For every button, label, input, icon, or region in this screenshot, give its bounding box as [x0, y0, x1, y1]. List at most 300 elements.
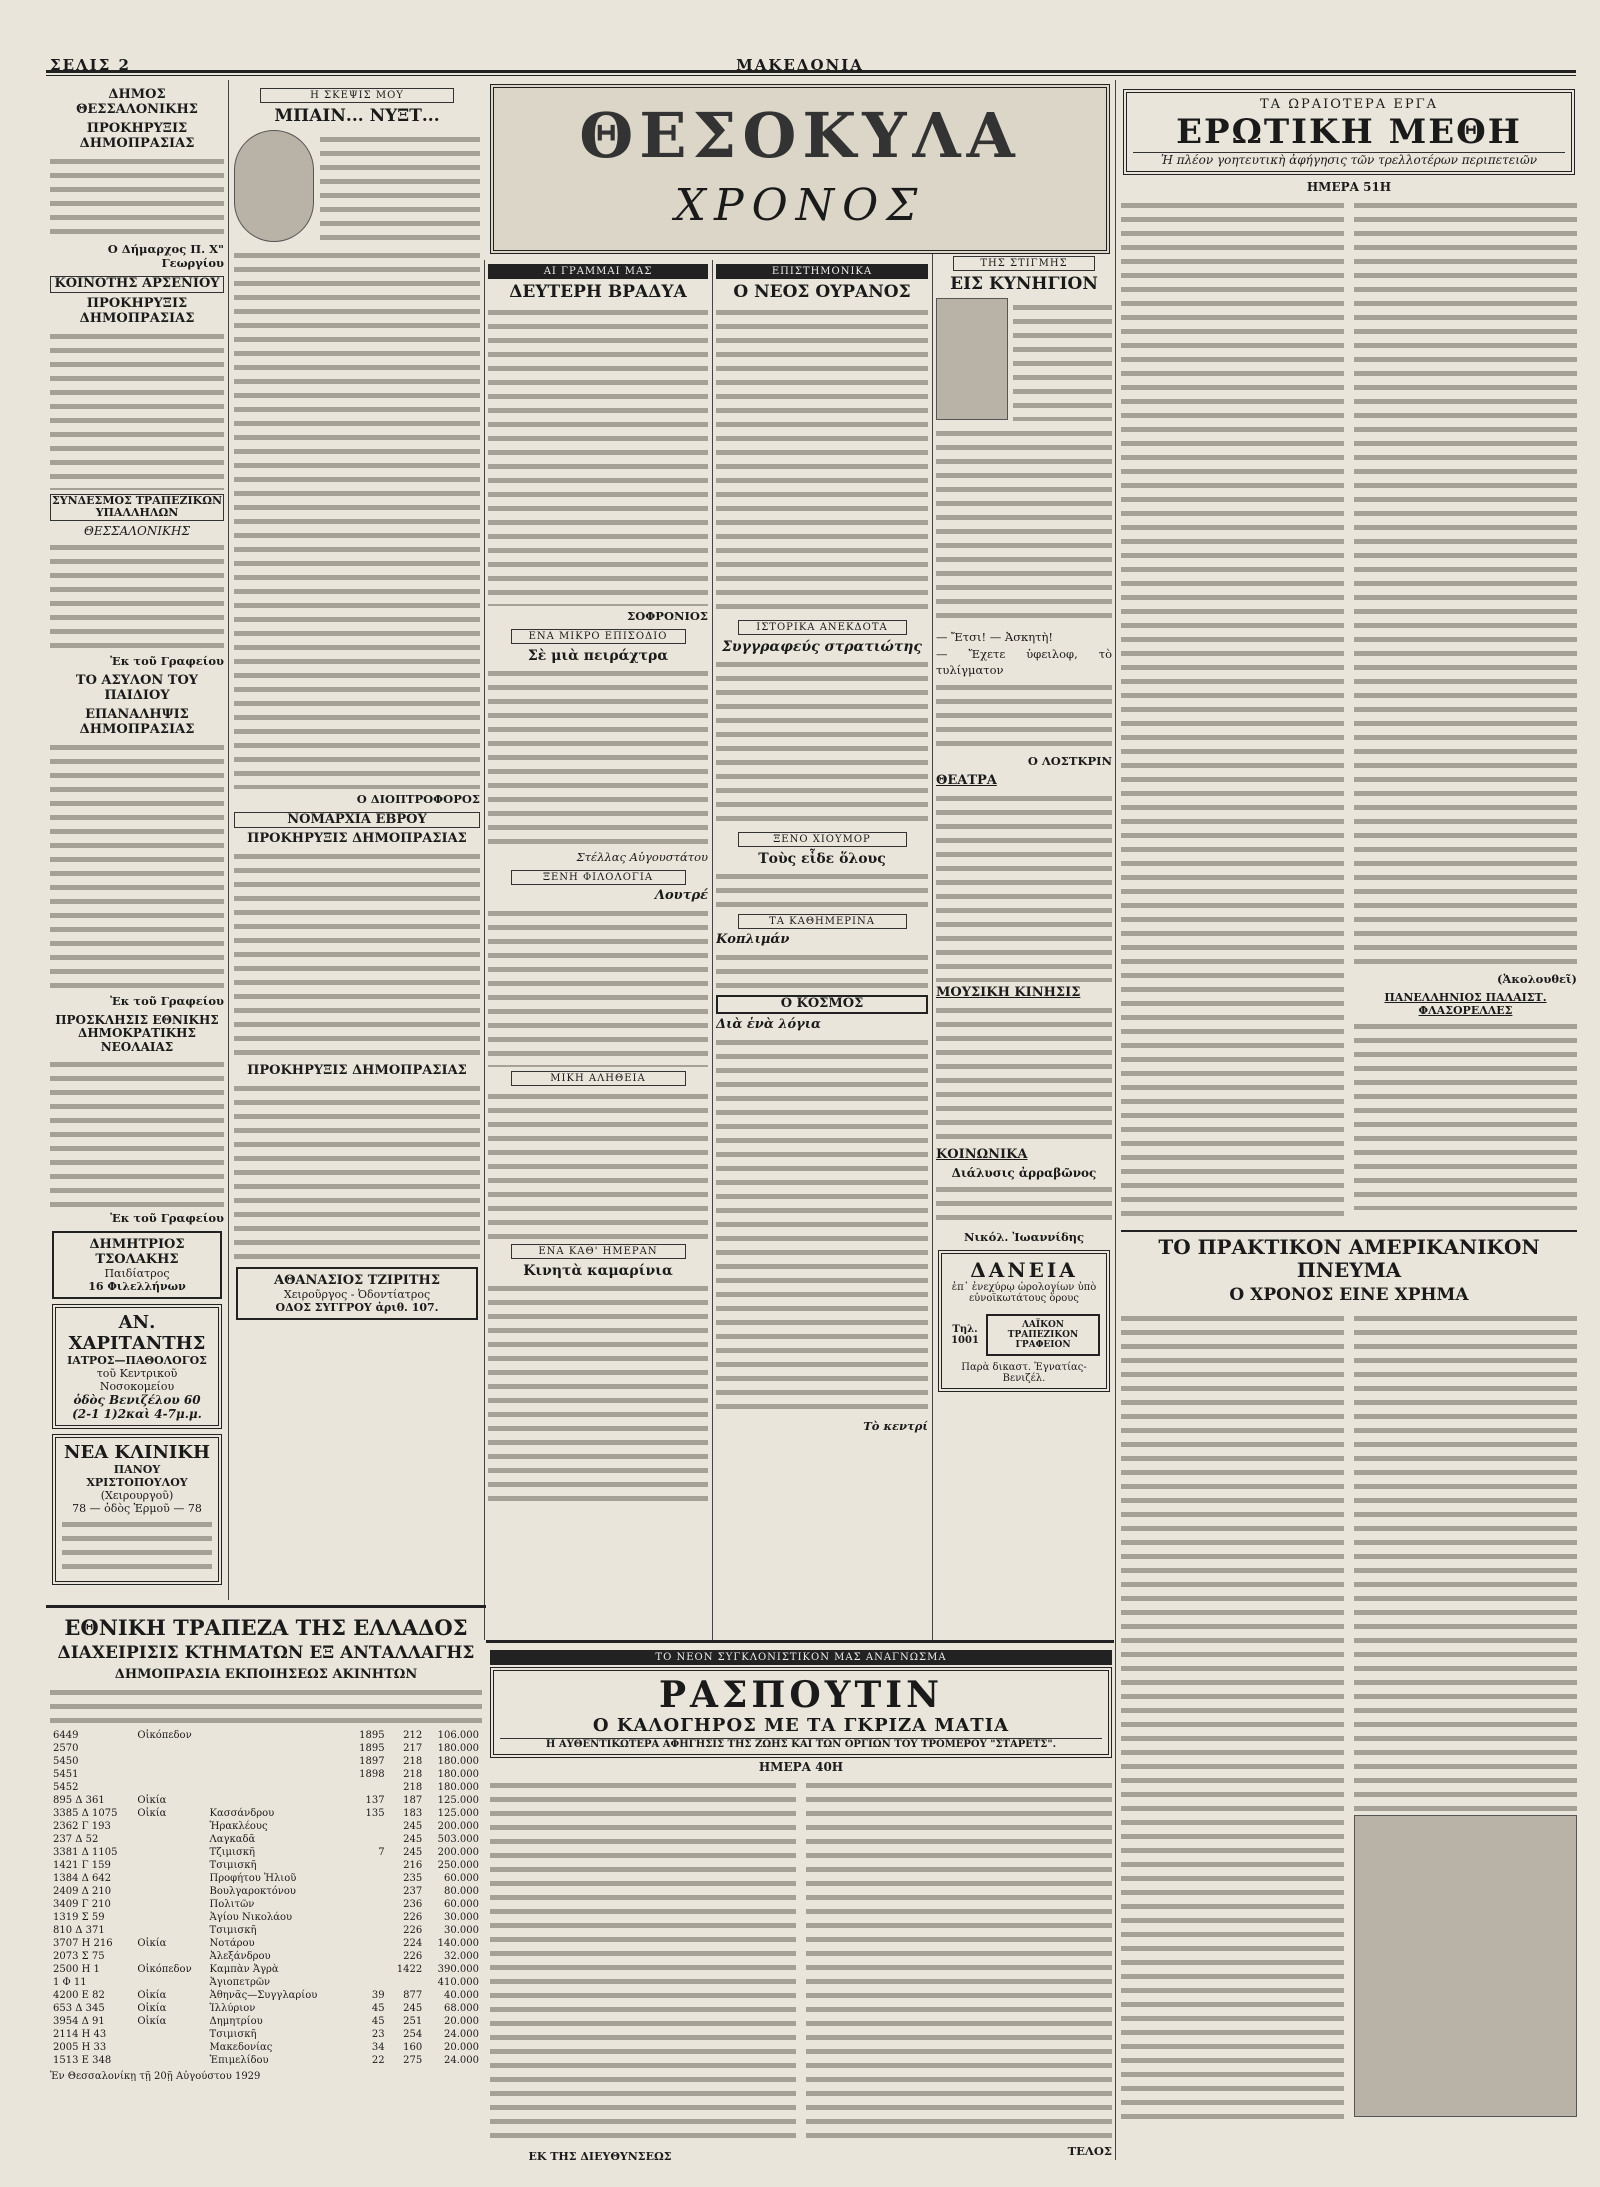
table-cell: 3381 Δ 1105: [53, 1846, 118, 1858]
article-text: [936, 681, 1112, 751]
headline: ΔΗΜΟΠΡΑΣΙΑ ΕΚΠΟΙΗΣΕΩΣ ΑΚΙΝΗΤΩΝ: [114, 1666, 418, 1682]
headline: ΣΥΝΔΕΣΜΟΣ ΤΡΑΠΕΖΙΚΩΝ ΥΠΑΛΛΗΛΩΝ: [51, 493, 223, 520]
table-cell: Πολιτῶν: [209, 1898, 255, 1910]
table-row: [50, 1989, 482, 2002]
table-row: [50, 1963, 482, 1976]
section-tag: ΕΝΑ ΜΙΚΡΟ ΕΠΙΣΟΔΙΟ: [511, 629, 686, 644]
column-5: [936, 252, 1112, 1638]
serial-header: [1123, 89, 1575, 175]
table-cell: [350, 1885, 388, 1898]
table-cell: Προφήτου Ἠλιοῦ: [209, 1872, 297, 1884]
table-cell: [134, 1976, 206, 1989]
table-row: [50, 2054, 482, 2067]
table-cell: Οἰκία: [137, 1807, 167, 1819]
ad-line: ΛΑΪΚΟΝ ΤΡΑΠΕΖΙΚΟΝ ΓΡΑΦΕΙΟΝ: [986, 1314, 1100, 1356]
headline: ΚΟΙΝΩΝΙΚΑ: [936, 1146, 1028, 1162]
table-cell: 160: [403, 2041, 423, 2053]
table-cell: [350, 1924, 388, 1937]
table-cell: Τσιμισκῆ: [209, 1924, 257, 1936]
table-cell: [343, 1846, 350, 1859]
headline: ΔΙΑΧΕΙΡΙΣΙΣ ΚΤΗΜΑΤΩΝ ΕΞ ΑΝΤΑΛΛΑΓΗΣ: [57, 1643, 475, 1664]
table-cell: 125.000: [437, 1794, 479, 1806]
table-cell: 34: [371, 2041, 385, 2053]
article-text: [1354, 199, 1577, 969]
column-divider: [228, 80, 229, 1600]
serial-day: ΗΜΕΡΑ 40Η: [758, 1760, 844, 1774]
section-tag: ΕΝΑ ΚΑΘ' ΗΜΕΡΑΝ: [511, 1244, 686, 1259]
ad-charitantis: [52, 1304, 222, 1429]
table-cell: 810 Δ 371: [53, 1924, 105, 1936]
article-text: [1121, 199, 1344, 1219]
table-row: [50, 1898, 482, 1911]
table-cell: [207, 1742, 343, 1755]
article-text: [716, 951, 928, 991]
table-cell: 877: [403, 1989, 423, 2001]
section-tag: ΤΗΣ ΣΤΙΓΜΗΣ: [953, 256, 1095, 271]
ad-name: ΝΕΑ ΚΛΙΝΙΚΗ: [64, 1441, 210, 1463]
article-text: [50, 741, 224, 991]
table-cell: 39: [371, 1989, 385, 2001]
table-cell: [343, 1976, 350, 1989]
article-text: [1013, 301, 1112, 421]
signature: ΣΟΦΡΟΝΙΟΣ: [627, 608, 708, 623]
headline: Συγγραφεύς στρατιώτης: [722, 638, 922, 655]
headline: Σὲ μιὰ πειράχτρα: [527, 647, 669, 664]
article-text: [716, 870, 928, 910]
table-cell: 1384 Δ 642: [53, 1872, 112, 1884]
table-cell: [134, 2041, 206, 2054]
table-cell: 140.000: [437, 1937, 479, 1949]
headline: ΔΕΥΤΕΡΗ ΒΡΑΔΥΑ: [509, 282, 687, 302]
table-cell: [350, 1976, 388, 1989]
column-1: [50, 84, 224, 1604]
column-divider: [932, 250, 933, 1640]
article-text: [936, 792, 1112, 982]
table-row: [50, 1924, 482, 1937]
ad-line: ΠΑΝΟΥ ΧΡΙΣΤΟΠΟΥΛΟΥ: [86, 1462, 188, 1489]
headline-sub: Διάλυσις ἀρραβῶνος: [951, 1165, 1097, 1180]
table-cell: 5450: [53, 1755, 79, 1767]
table-cell: [134, 1781, 206, 1794]
table-cell: 200.000: [437, 1820, 479, 1832]
table-cell: 251: [403, 2015, 423, 2027]
table-row: [50, 1911, 482, 1924]
table-cell: 245: [403, 1833, 423, 1845]
signature: Ο ΔΙΟΠΤΡΟΦΟΡΟΣ: [356, 791, 480, 806]
header-rule: [46, 70, 1576, 76]
table-cell: 1897: [359, 1755, 385, 1767]
table-cell: 180.000: [437, 1742, 479, 1754]
table-cell: 6449: [53, 1729, 79, 1741]
article-text: [234, 1082, 480, 1262]
table-row: [50, 1742, 482, 1755]
headline: ΕΘΝΙΚΗ ΤΡΑΠΕΖΑ ΤΗΣ ΕΛΛΑΔΟΣ: [64, 1615, 468, 1640]
article-text: [936, 1183, 1112, 1227]
table-cell: Ἡρακλέους: [209, 1820, 268, 1832]
table-cell: 226: [403, 1911, 423, 1923]
headline: ΠΡΟΚΗΡΥΞΙΣ ΔΗΜΟΠΡΑΣΙΑΣ: [79, 120, 195, 151]
table-cell: [343, 1742, 350, 1755]
table-cell: [207, 1768, 343, 1781]
article-text: [1121, 1312, 1344, 2122]
table-cell: [350, 1820, 388, 1833]
table-cell: 245: [403, 1820, 423, 1832]
ad-line: ΙΑΤΡΟΣ—ΠΑΘΟΛΟΓΟΣ: [67, 1353, 207, 1367]
table-cell: 40.000: [444, 1989, 479, 2001]
section-tag: ΕΠΙΣΤΗΜΟΝΙΚΑ: [716, 264, 928, 279]
table-cell: 24.000: [444, 2028, 479, 2040]
table-row: [50, 1950, 482, 1963]
section-rule: [486, 1640, 1114, 1643]
headline-sub: Η ΑΥΘΕΝΤΙΚΩΤΕΡΑ ΑΦΗΓΗΣΙΣ ΤΗΣ ΖΩΗΣ ΚΑΙ ΤΩΝ ΟΡΓΙΩΝ ΤΟΥ ΤΡΟΜΕΡΟΥ "ΣΤΑΡΕΤΣ".: [500, 1738, 1102, 1750]
table-cell: Τσιμισκῆ: [209, 2028, 257, 2040]
table-cell: Οἰκία: [137, 1794, 167, 1806]
headline: ΠΡΟΚΗΡΥΞΙΣ ΔΗΜΟΠΡΑΣΙΑΣ: [247, 1063, 467, 1079]
table-cell: 1422: [396, 1963, 423, 1975]
table-cell: Οἰκόπεδον: [137, 1963, 192, 1975]
table-cell: [207, 1794, 343, 1807]
table-cell: [343, 1859, 350, 1872]
table-cell: [388, 1976, 426, 1989]
table-cell: 180.000: [437, 1755, 479, 1767]
article-text: [50, 155, 224, 239]
rasputin-serial: [490, 1648, 1112, 2158]
table-cell: 2362 Γ 193: [53, 1820, 111, 1832]
article-text: [50, 541, 224, 651]
headline-sub: Ο ΚΑΛΟΓΗΡΟΣ ΜΕ ΤΑ ΓΚΡΙΖΑ ΜΑΤΙΑ: [592, 1715, 1010, 1736]
article-text: [1354, 1020, 1577, 1210]
table-cell: 218: [403, 1781, 423, 1793]
ad-tziritis: [236, 1267, 478, 1320]
table-cell: [134, 1742, 206, 1755]
newspaper-name: ΜΑΚΕΔΟΝΙΑ: [736, 56, 864, 74]
cartoon-image: [936, 298, 1008, 420]
ad-name: ΑΝ. ΧΑΡΙΤΑΝΤΗΣ: [68, 1311, 206, 1354]
table-cell: 1898: [359, 1768, 385, 1780]
table-row: [50, 2028, 482, 2041]
table-cell: 135: [365, 1807, 385, 1819]
table-cell: Ἁγίου Νικολάου: [209, 1911, 293, 1923]
signature: ΤΕΛΟΣ: [1067, 2144, 1112, 2158]
article-text: [50, 330, 224, 490]
table-cell: [343, 2054, 350, 2067]
table-cell: Βουλγαροκτόνου: [209, 1885, 296, 1897]
table-cell: [207, 1781, 343, 1794]
table-cell: Ἁγιοπετρῶν: [209, 1976, 271, 1988]
table-cell: 1513 Ε 348: [53, 2054, 112, 2066]
table-cell: [343, 1781, 350, 1794]
table-cell: [343, 2002, 350, 2015]
table-cell: [207, 1755, 343, 1768]
banner-title: ΘΕΣΟΚΥΛΑ: [579, 99, 1021, 172]
section-tag: ΞΕΝΗ ΦΙΛΟΛΟΓΙΑ: [511, 870, 686, 885]
table-row: [50, 2002, 482, 2015]
headline: ΠΡΟΚΗΡΥΞΙΣ ΔΗΜΟΠΡΑΣΙΑΣ: [247, 831, 467, 847]
table-cell: [343, 1963, 350, 1976]
table-cell: [134, 1924, 206, 1937]
ad-nea-kliniki: [52, 1434, 222, 1585]
table-cell: Οἰκία: [137, 1937, 167, 1949]
article-text: [806, 1779, 1112, 2139]
table-cell: [350, 1859, 388, 1872]
signature: Νικόλ. Ἰωαννίδης: [963, 1229, 1085, 1244]
table-row: [50, 1872, 482, 1885]
headline: ΠΑΝΕΛΛΗΝΙΟΣ ΠΑΛΑΙΣΤ. ΦΛΑΣΟΡΕΛΛΕΣ: [1384, 991, 1547, 1017]
article-text: [320, 133, 480, 243]
table-cell: Ἱλλύριον: [209, 2002, 256, 2014]
article-text: [716, 658, 928, 828]
table-cell: 60.000: [444, 1898, 479, 1910]
table-cell: 7: [378, 1846, 385, 1858]
table-cell: [343, 1872, 350, 1885]
table-row: [50, 1794, 482, 1807]
signature: Ἐκ τοῦ Γραφείου: [110, 653, 224, 668]
ad-daneia: [938, 1250, 1110, 1392]
table-cell: Κασσάνδρου: [209, 1807, 275, 1819]
column-4: [716, 262, 928, 1638]
table-cell: 200.000: [437, 1846, 479, 1858]
table-cell: 2409 Δ 210: [53, 1885, 112, 1897]
article-text: [488, 1090, 708, 1240]
table-row: [50, 1729, 482, 1742]
table-cell: 23: [371, 2028, 385, 2040]
table-cell: [350, 1963, 388, 1976]
table-cell: 180.000: [437, 1781, 479, 1793]
section-tag: ΤΟ ΝΕΟΝ ΣΥΓΚΛΟΝΙΣΤΙΚΟΝ ΜΑΣ ΑΝΑΓΝΩΣΜΑ: [490, 1650, 1112, 1665]
table-cell: 275: [403, 2054, 423, 2066]
column-divider: [1115, 80, 1116, 2160]
table-cell: 125.000: [437, 1807, 479, 1819]
table-cell: 218: [403, 1755, 423, 1767]
column-divider: [484, 260, 485, 1640]
signature: Τὸ κεντρί: [863, 1418, 928, 1433]
article-text: [50, 1686, 482, 1726]
signature: ΕΚ ΤΗΣ ΔΙΕΥΘΥΝΣΕΩΣ: [528, 2150, 672, 2163]
headline: ΔΗΜΟΣ ΘΕΣΣΑΛΟΝΙΚΗΣ: [76, 87, 198, 117]
column-2: [234, 84, 480, 1604]
notice-date: Ἐν Θεσσαλονίκῃ τῇ 20ῇ Αὐγούστου 1929: [50, 2070, 261, 2082]
signature: Ο Δήμαρχος Π. Χ" Γεωργίου: [107, 241, 224, 270]
property-table: [50, 1729, 482, 2067]
table-cell: 245: [403, 1846, 423, 1858]
headline: Ο ΝΕΟΣ ΟΥΡΑΝΟΣ: [733, 282, 911, 302]
article-text: [716, 1036, 928, 1416]
headline: ΝΟΜΑΡΧΙΑ ΕΒΡΟΥ: [234, 812, 480, 829]
table-cell: 5452: [53, 1781, 79, 1793]
table-cell: 30.000: [444, 1911, 479, 1923]
headline: Κοπλιμάν: [716, 931, 790, 947]
table-cell: [207, 1729, 343, 1742]
table-cell: [350, 1833, 388, 1846]
headline-sub: Ἡ πλέον γοητευτικὴ ἀφήγησις τῶν τρελλοτέρων περιπετειῶν: [1133, 152, 1565, 167]
article-text: [936, 1004, 1112, 1144]
table-cell: Νοτάρου: [209, 1937, 255, 1949]
headline: ΜΟΥΣΙΚΗ ΚΙΝΗΣΙΣ: [936, 985, 1081, 1001]
table-cell: Ἀλεξάνδρου: [209, 1950, 271, 1962]
table-cell: 3954 Δ 91: [53, 2015, 105, 2027]
ad-line: (2-1 1)2καὶ 4-7μ.μ.: [72, 1406, 202, 1421]
table-cell: 4200 Ε 82: [53, 1989, 105, 2001]
table-cell: [343, 1794, 350, 1807]
headline-sub: ΘΕΣΣΑΛΟΝΙΚΗΣ: [84, 523, 190, 538]
ad-text: [62, 1518, 212, 1574]
table-cell: 68.000: [444, 2002, 479, 2014]
headline: Διὰ ἑνὰ λόγια: [716, 1016, 822, 1032]
table-cell: 216: [403, 1859, 423, 1871]
table-cell: 187: [403, 1794, 423, 1806]
ad-line: τοῦ Κεντρικοῦ Νοσοκομείου: [96, 1366, 178, 1393]
table-cell: Δημητρίου: [209, 2015, 263, 2027]
table-cell: 390.000: [437, 1963, 479, 1975]
table-cell: 224: [403, 1937, 423, 1949]
table-row: [50, 1833, 482, 1846]
table-cell: 2005 Η 33: [53, 2041, 107, 2053]
table-cell: [134, 1859, 206, 1872]
table-cell: 180.000: [437, 1768, 479, 1780]
table-cell: [343, 1755, 350, 1768]
table-cell: 250.000: [437, 1859, 479, 1871]
section-tag: ΜΙΚΗ ΑΛΗΘΕΙΑ: [511, 1071, 686, 1086]
signature: Ἐκ τοῦ Γραφείου: [110, 993, 224, 1008]
ad-phone: Τηλ. 1001: [951, 1323, 979, 1346]
article-text: [1354, 1312, 1577, 1812]
table-cell: [343, 1768, 350, 1781]
table-cell: [350, 1911, 388, 1924]
table-cell: [343, 1989, 350, 2002]
ad-line: Παρὰ δικαστ. Ἐγνατίας-Βενιζέλ.: [961, 1361, 1087, 1384]
table-cell: 1319 Σ 59: [53, 1911, 105, 1923]
table-cell: [134, 1768, 206, 1781]
headline-sub: Ο ΧΡΟΝΟΣ ΕΙΝΕ ΧΡΗΜΑ: [1229, 1285, 1469, 1305]
table-row: [50, 1820, 482, 1833]
ad-name: ΑΘΑΝΑΣΙΟΣ ΤΖΙΡΙΤΗΣ: [273, 1273, 441, 1289]
headline: ΜΠΑΙΝ... ΝΥΞΤ...: [274, 106, 440, 126]
table-cell: Οἰκία: [137, 1989, 167, 2001]
table-cell: [134, 2054, 206, 2067]
headline: ΤΟ ΑΣΥΛΟΝ ΤΟΥ ΠΑΙΔΙΟΥ: [75, 672, 199, 703]
table-cell: [343, 2028, 350, 2041]
table-cell: 3385 Δ 1075: [53, 1807, 118, 1819]
table-cell: 1895: [359, 1742, 385, 1754]
table-cell: Οἰκία: [137, 2002, 167, 2014]
table-cell: 137: [365, 1794, 385, 1806]
table-cell: [350, 1937, 388, 1950]
table-row: [50, 1976, 482, 1989]
table-cell: [134, 1872, 206, 1885]
table-cell: 20.000: [444, 2041, 479, 2053]
table-cell: 24.000: [444, 2054, 479, 2066]
table-cell: [343, 1950, 350, 1963]
table-cell: Ἀθηνᾶς—Συγγλαρίου: [209, 1989, 318, 2001]
headline: ΠΡΟΚΗΡΥΞΙΣ ΔΗΜΟΠΡΑΣΙΑΣ: [79, 295, 195, 326]
headline: ΕΠΑΝΑΛΗΨΙΣ ΔΗΜΟΠΡΑΣΙΑΣ: [79, 706, 195, 737]
headline: ΕΡΩΤΙΚΗ ΜΕΘΗ: [1176, 112, 1522, 152]
table-cell: Οἰκία: [137, 2015, 167, 2027]
table-cell: [343, 1898, 350, 1911]
table-cell: [350, 1872, 388, 1885]
table-cell: [134, 1911, 206, 1924]
table-row: [50, 1781, 482, 1794]
quote-line: — Ἔχετε ὑφειλοφ, τὸ τυλίγματον: [936, 647, 1112, 677]
table-cell: 5451: [53, 1768, 79, 1780]
headline: Ο ΚΟΣΜΟΣ: [716, 995, 928, 1014]
table-cell: 226: [403, 1950, 423, 1962]
table-cell: 3707 Η 216: [53, 1937, 113, 1949]
section-tag: ΙΣΤΟΡΙΚΑ ΑΝΕΚΔΟΤΑ: [738, 620, 907, 635]
table-cell: 45: [371, 2002, 385, 2014]
table-cell: [343, 1833, 350, 1846]
section-tag: ΞΕΝΟ ΧΙΟΥΜΟΡ: [738, 832, 907, 847]
table-cell: 45: [371, 2015, 385, 2027]
serial-header: [490, 1667, 1112, 1758]
table-cell: Λαγκαδᾶ: [209, 1833, 256, 1845]
page-number: ΣΕΛΙΣ 2: [50, 56, 131, 74]
table-cell: 237: [403, 1885, 423, 1897]
quote-line: — Ἔτσι! — Ἀσκητὴ!: [936, 629, 1054, 644]
bank-notice: [50, 1612, 482, 2172]
column-6: [1121, 84, 1577, 2164]
signature: (Ἀκολουθεῖ): [1496, 972, 1577, 986]
section-rule: [46, 1605, 486, 1608]
table-cell: Ἐπιμελίδου: [209, 2054, 269, 2066]
table-cell: 236: [403, 1898, 423, 1910]
table-cell: 1895: [359, 1729, 385, 1741]
article-text: [50, 1058, 224, 1208]
column-3: [488, 262, 708, 1638]
banner-xronos: [490, 84, 1110, 254]
table-cell: 235: [403, 1872, 423, 1884]
table-row: [50, 1768, 482, 1781]
article-text: [488, 907, 708, 1067]
ad-line: ὁδὸς Βενιζέλου 60: [73, 1392, 201, 1407]
table-cell: [343, 1885, 350, 1898]
signature: Στέλλας Αὐγουστάτου: [576, 849, 708, 864]
signature: Ἐκ τοῦ Γραφείου: [110, 1210, 224, 1225]
table-cell: [350, 1950, 388, 1963]
headline: Κινητὰ καμαρίνια: [523, 1262, 673, 1279]
article-text: [488, 306, 708, 606]
photo-image: [1354, 1815, 1577, 2117]
table-row: [50, 1885, 482, 1898]
table-cell: 32.000: [444, 1950, 479, 1962]
table-cell: 237 Δ 52: [53, 1833, 99, 1845]
table-cell: 212: [403, 1729, 423, 1741]
table-row: [50, 2015, 482, 2028]
table-cell: 503.000: [437, 1833, 479, 1845]
article-text: [234, 850, 480, 1060]
table-cell: Καμπὰν Ἀγρὰ: [209, 1963, 279, 1975]
table-cell: [134, 1833, 206, 1846]
ad-line: 16 Φιλελλήνων: [88, 1279, 186, 1293]
table-cell: 106.000: [437, 1729, 479, 1741]
table-cell: 22: [371, 2054, 385, 2066]
column-divider: [712, 260, 713, 1640]
table-cell: 30.000: [444, 1924, 479, 1936]
section-tag: ΑΙ ΓΡΑΜΜΑΙ ΜΑΣ: [488, 264, 708, 279]
table-cell: 653 Δ 345: [53, 2002, 105, 2014]
table-cell: 895 Δ 361: [53, 1794, 105, 1806]
ad-tsolakis: [52, 1231, 222, 1299]
ad-line: Παιδίατρος: [104, 1266, 170, 1280]
table-cell: 254: [403, 2028, 423, 2040]
banner-subtitle: ΧΡΟΝΟΣ: [674, 180, 926, 231]
table-cell: [343, 1807, 350, 1820]
headline: ΤΟ ΠΡΑΚΤΙΚΟΝ ΑΜΕΡΙΚΑΝΙΚΟΝ ΠΝΕΥΜΑ: [1158, 1235, 1540, 1282]
table-cell: 2114 Η 43: [53, 2028, 107, 2040]
table-cell: [343, 1924, 350, 1937]
table-cell: [343, 1937, 350, 1950]
article-text: [936, 427, 1112, 627]
